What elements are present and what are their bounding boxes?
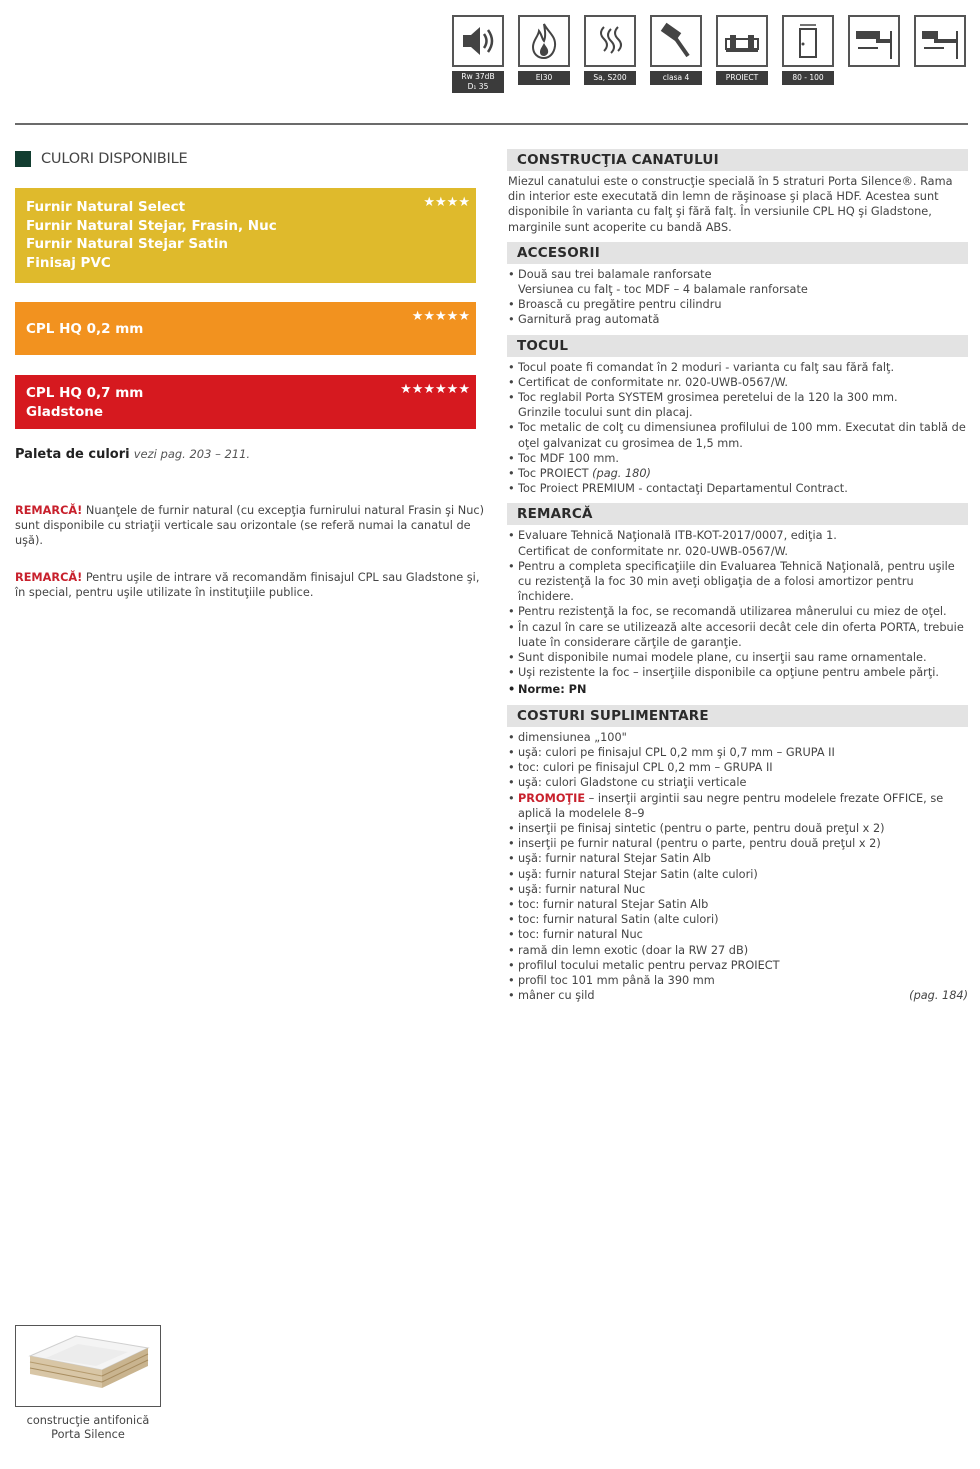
page-reference: (pag. 184) xyxy=(909,989,968,1003)
door-construction-image xyxy=(15,1325,161,1407)
flush-door-badge xyxy=(914,15,966,67)
extra-costs-heading: COSTURI SUPLIMENTARE xyxy=(507,705,968,727)
palette-label: Paleta de culori xyxy=(15,447,130,462)
fire-resistance-icon xyxy=(518,15,570,67)
available-colors-header xyxy=(15,150,476,168)
list-item: • inserţii pe furnir natural (pentru o parte, pentru două preţul x 2) xyxy=(507,836,968,851)
list-item: • profil toc 101 mm până la 390 mm xyxy=(507,973,968,988)
flush-door-icon xyxy=(914,15,966,67)
list-item: • ramă din lemn exotic (doar la RW 27 dB) xyxy=(507,943,968,958)
list-item: • Uşi rezistente la foc – inserţiile disponibile ca opţiune pentru ambele părţi. xyxy=(507,665,968,680)
door-width-badge xyxy=(782,15,834,85)
construction-image-caption xyxy=(15,1414,161,1441)
accessories-heading: ACCESORII xyxy=(507,242,968,264)
list-item: • Toc Proiect PREMIUM - contactaţi Departamentul Contract. xyxy=(507,481,968,496)
finish-line: Finisaj PVC xyxy=(26,254,111,271)
remark-heading: REMARCĂ xyxy=(507,503,968,525)
rating-stars: ★★★★ xyxy=(423,195,470,210)
finish-line: Furnir Natural Stejar, Frasin, Nuc xyxy=(26,217,277,234)
remark-text: Pentru uşile de intrare vă recomandăm finisajul CPL sau Gladstone şi, în special, pentru uşile utilizate în instituţiile publice. xyxy=(15,571,480,600)
list-item: • uşă: culori Gladstone cu striaţii verticale xyxy=(507,775,968,790)
remark-note xyxy=(15,503,485,549)
list-item: • Tocul poate fi comandat în 2 moduri - varianta cu falţ sau fără falţ. xyxy=(507,360,968,375)
smoke-control-label: Sa, S200 xyxy=(584,71,636,85)
smoke-control-badge xyxy=(584,15,636,85)
finish-line: Furnir Natural Select xyxy=(26,199,186,215)
finish-box-cpl-02 xyxy=(15,302,476,355)
list-item: • toc: furnir natural Stejar Satin Alb xyxy=(507,897,968,912)
sound-insulation-badge xyxy=(452,15,504,93)
list-item: • uşă: furnir natural Nuc xyxy=(507,882,968,897)
frame-list xyxy=(507,357,968,504)
remark-list xyxy=(507,525,968,704)
construction-heading: CONSTRUCŢIA CANATULUI xyxy=(507,149,968,171)
fire-resistance-label: EI30 xyxy=(518,71,570,85)
list-item: • Garnitură prag automată xyxy=(507,312,968,327)
list-item: • În cazul în care se utilizează alte accesorii decât cele din oferta PORTA, trebuie luate în considerare cărţile de garanţie. xyxy=(507,620,968,650)
sound-insulation-label: Rw 37dB D₁ 35 xyxy=(452,71,504,93)
remark-tag: REMARCĂ! xyxy=(15,571,83,584)
list-item: • Broască cu pregătire pentru cilindru xyxy=(507,297,968,312)
list-item: • Două sau trei balamale ranforsate Versiunea cu falţ - toc MDF – 4 balamale ranforsate xyxy=(507,267,968,297)
finish-line: CPL HQ 0,2 mm xyxy=(26,321,144,337)
palette-page-ref: vezi pag. 203 – 211. xyxy=(133,447,251,461)
burglar-resistance-badge xyxy=(650,15,702,85)
list-item: • toc: furnir natural Satin (alte culori) xyxy=(507,912,968,927)
list-item: • Certificat de conformitate nr. 020-UWB-0567/W. xyxy=(507,375,968,390)
fire-resistance-badge xyxy=(518,15,570,85)
finish-box-cpl-07 xyxy=(15,375,476,429)
extra-costs-list xyxy=(507,727,968,1011)
sound-insulation-icon xyxy=(452,15,504,67)
finish-line: Gladstone xyxy=(26,403,104,420)
list-item: • inserţii pe finisaj sintetic (pentru o parte, pentru două preţul x 2) xyxy=(507,821,968,836)
list-item: • Evaluare Tehnică Naţională ITB-KOT-2017/0007, ediţia 1. Certificat de conformitate nr. 020-UWB-0567/W. xyxy=(507,528,968,558)
rebated-door-badge xyxy=(848,15,900,67)
list-item: • uşă: furnir natural Stejar Satin (alte culori) xyxy=(507,867,968,882)
finish-box-veneer xyxy=(15,188,476,283)
layered-panel-illustration xyxy=(16,1326,160,1406)
list-item: • uşă: culori pe finisajul CPL 0,2 mm şi 0,7 mm – GRUPA II xyxy=(507,745,968,760)
proiect-frame-badge xyxy=(716,15,768,85)
list-item: • uşă: furnir natural Stejar Satin Alb xyxy=(507,851,968,866)
burglar-resistance-icon xyxy=(650,15,702,67)
promo-item xyxy=(507,791,968,821)
door-width-icon xyxy=(782,15,834,67)
list-item: • dimensiunea „100" xyxy=(507,730,968,745)
list-item xyxy=(507,466,968,481)
section-marker-square xyxy=(15,151,31,167)
proiect-frame-icon xyxy=(716,15,768,67)
caption-line: Porta Silence xyxy=(51,1427,125,1441)
header-divider xyxy=(15,123,968,125)
construction-text: Miezul canatului este o construcţie specială în 5 straturi Porta Silence®. Rama din interior este executată din lemn de răşinoase şi placă HDF. Acestea sunt disponibile în varianta cu falţ şi fără falţ. În versiunile CPL HQ şi Gladstone, marginile sunt acoperite cu bandă ABS. xyxy=(508,175,953,234)
list-item: • toc: furnir natural Nuc xyxy=(507,927,968,942)
finish-line: CPL HQ 0,7 mm xyxy=(26,385,144,401)
rating-stars: ★★★★★★ xyxy=(400,382,470,397)
door-width-label: 80 - 100 xyxy=(782,71,834,85)
list-item xyxy=(507,988,968,1003)
promo-text: – inserţii argintii sau negre pentru modelele frezate OFFICE, se aplică la modelele 8–9 xyxy=(518,791,944,820)
list-item: • toc: culori pe finisajul CPL 0,2 mm – GRUPA II xyxy=(507,760,968,775)
list-item-text: mâner cu şild xyxy=(518,989,595,1003)
specifications-column xyxy=(507,149,968,1010)
remark-text: Nuanţele de furnir natural (cu excepţia furnirului natural Frasin şi Nuc) sunt disponibile cu striaţii verticale sau orizontale (se referă numai la canatul de uşă). xyxy=(15,504,485,548)
list-item: • Sunt disponibile numai modele plane, cu inserţii sau rame ornamentale. xyxy=(507,650,968,665)
burglar-resistance-label: clasa 4 xyxy=(650,71,702,85)
norme-item: • Norme: PN xyxy=(507,682,968,697)
list-item: • profilul tocului metalic pentru pervaz PROIECT xyxy=(507,958,968,973)
promo-tag: PROMOŢIE xyxy=(518,791,586,805)
finish-line: Furnir Natural Stejar Satin xyxy=(26,236,228,252)
remark-tag: REMARCĂ! xyxy=(15,504,83,517)
proiect-frame-label: PROIECT xyxy=(716,71,768,85)
remark-note xyxy=(15,570,485,600)
smoke-control-icon xyxy=(584,15,636,67)
list-item: • Pentru a completa specificaţiile din Evaluarea Tehnică Naţională, pentru uşile cu rezistenţă la foc 30 min aveţi obligaţia de a folosi amortizor pentru închidere. xyxy=(507,559,968,605)
list-item-text: Toc PROIECT xyxy=(518,467,589,481)
list-item: • Pentru rezistenţă la foc, se recomandă utilizarea mânerului cu miez de oţel. xyxy=(507,604,968,619)
color-palette-reference xyxy=(15,447,250,462)
rebated-door-icon xyxy=(848,15,900,67)
list-item: • Toc metalic de colţ cu dimensiunea profilului de 100 mm. Executat din tablă de oţel galvanizat cu grosimea de 1,5 mm. xyxy=(507,420,968,450)
rating-stars: ★★★★★ xyxy=(411,309,470,324)
page-reference: (pag. 180) xyxy=(592,467,651,481)
frame-heading: TOCUL xyxy=(507,335,968,357)
list-item: • Toc reglabil Porta SYSTEM grosimea peretelui de la 120 la 300 mm. Grinzile tocului sunt din placaj. xyxy=(507,390,968,420)
available-colors-column xyxy=(15,150,485,600)
accessories-list xyxy=(507,264,968,335)
caption-line: construcţie antifonică xyxy=(26,1414,150,1427)
list-item: • Toc MDF 100 mm. xyxy=(507,451,968,466)
available-colors-title: CULORI DISPONIBILE xyxy=(41,151,188,167)
